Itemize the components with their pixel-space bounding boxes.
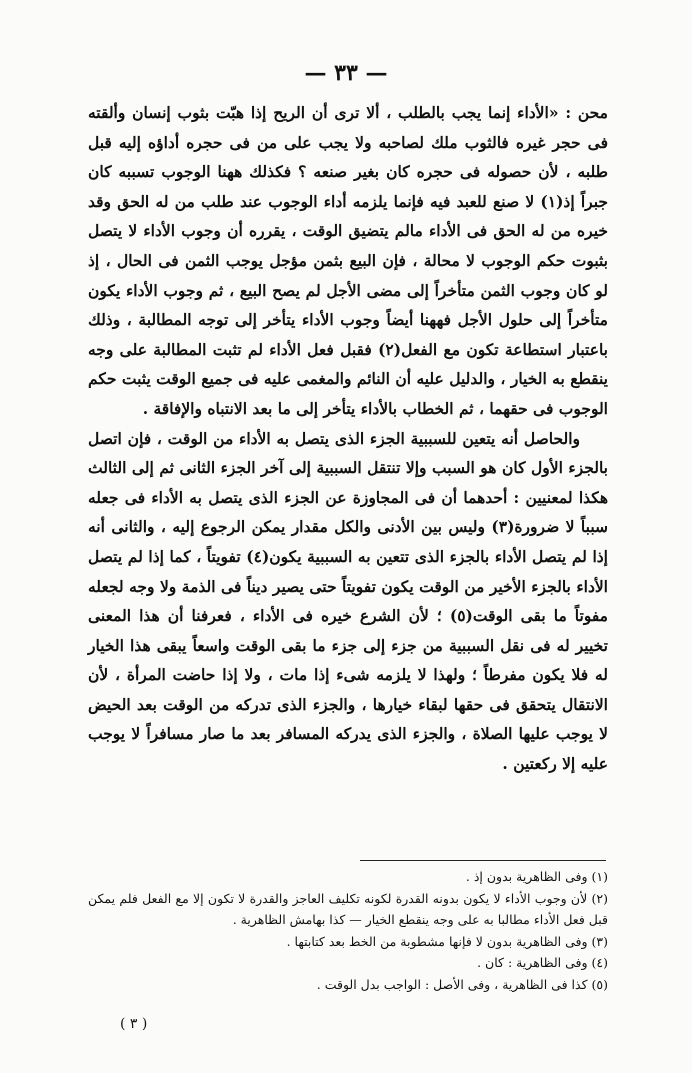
- paragraph-1: محن : «الأداء إنما يجب بالطلب ، ألا ترى أن الريح إذا هبّت بثوب إنسان وألقته فى حجر غيره فالثوب ملك لصاحبه ولا يجب على من فى حجره أداؤه إليه قبل طلبه ، لأن حصوله فى حجره كان بغير صنعه ؟ فكذلك ههنا الوجوب تسببه كان جبراً إذ(١) لا صنع للعبد فيه فإنما يلزمه أداء الوجوب عند طلب من له الحق وقد خيره من له الحق فى الأداء مالم يتضيق الوقت ، يقرره أن وجوب الأداء لا يتصل بثبوت حكم الوجوب لا محالة ، فإن البيع بثمن مؤجل يوجب الثمن فى الحال ، إذ لو كان وجوب الثمن متأخراً إلى مضى الأجل لم يصح البيع ، ثم وجوب الأداء يكون متأخراً إلى حلول الأجل فههنا أيضاً وجوب الأداء يتأخر إلى توجه المطالبة ، وذلك باعتبار استطاعة تكون مع الفعل(٢) فقبل فعل الأداء لم تثبت المطالبة على وجه ينقطع به الخيار ، والدليل عليه أن النائم والمغمى عليه فى جميع الوقت يثبت حكم الوجوب فى حقهما ، ثم الخطاب بالأداء يتأخر إلى ما بعد الانتباه والإفاقة .: [88, 103, 608, 418]
- signature-mark: ( ٣ ): [120, 1016, 148, 1032]
- footnote-2: (٢) لأن وجوب الأداء لا يكون بدونه القدرة لكونه تكليف العاجز والقدرة لا تكون إلا مع الفعل فلم يمكن قبل فعل الأداء مطالبا به على وجه ينقطع الخيار — كذا بهامش الظاهرية .: [88, 890, 608, 928]
- footnotes: [88, 866, 608, 996]
- footnote-3: (٣) وفى الظاهرية بدون لا فإنها مشطوبة من الخط بعد كتابتها .: [286, 933, 608, 949]
- footnote-divider: [360, 860, 606, 861]
- footnote-1: (١) وفى الظاهرية بدون إذ .: [465, 869, 608, 884]
- footnote-4: (٤) وفى الظاهرية : كان .: [477, 955, 608, 971]
- footnote-5: (٥) كذا فى الظاهرية ، وفى الأصل : الواجب بدل الوقت .: [316, 976, 608, 992]
- paragraph-2: والحاصل أنه يتعين للسببية الجزء الذى يتصل به الأداء من الوقت ، فإن اتصل بالجزء الأول كان هو السبب وإلا تنتقل السببية إلى آخر الجزء الثانى ثم إلى الثالث هكذا لمعنيين : أحدهما أن فى المجاوزة عن الجزء الذى يتصل به الأداء فى جعله سبباً لا ضرورة(٣) وليس بين الأدنى والكل مقدار يمكن الرجوع إليه ، والثانى أنه إذا لم يتصل الأداء بالجزء الذى تتعين به السببية يكون(٤) تفويتاً ، كما إذا لم يتصل الأداء بالجزء الأخير من الوقت يكون تفويتاً حتى يصير ديناً فى الذمة ولا وجه لجعله مفوتاً ما بقى الوقت(٥) ؛ لأن الشرع خيره فى الأداء ، فعرفنا أن هذا المعنى تخيير له فى نقل السببية من جزء إلى جزء ما بقى الوقت واسعاً يبقى هذا الخيار له فلا يكون مفرطاً ؛ ولهذا لا يلزمه شىء إذا مات ، ولا إذا حاضت المرأة ، لأن الانتقال يتحقق فى حقها لبقاء خيارها ، والجزء الذى تدركه من الوقت بعد الحيض لا يوجب عليها الصلاة ، والجزء الذى يدركه المسافر بعد ما صار مسافراً لا يوجب عليه إلا ركعتين .: [88, 428, 608, 774]
- page-number-header: — ٣٣ —: [304, 60, 388, 86]
- main-text: [88, 98, 608, 779]
